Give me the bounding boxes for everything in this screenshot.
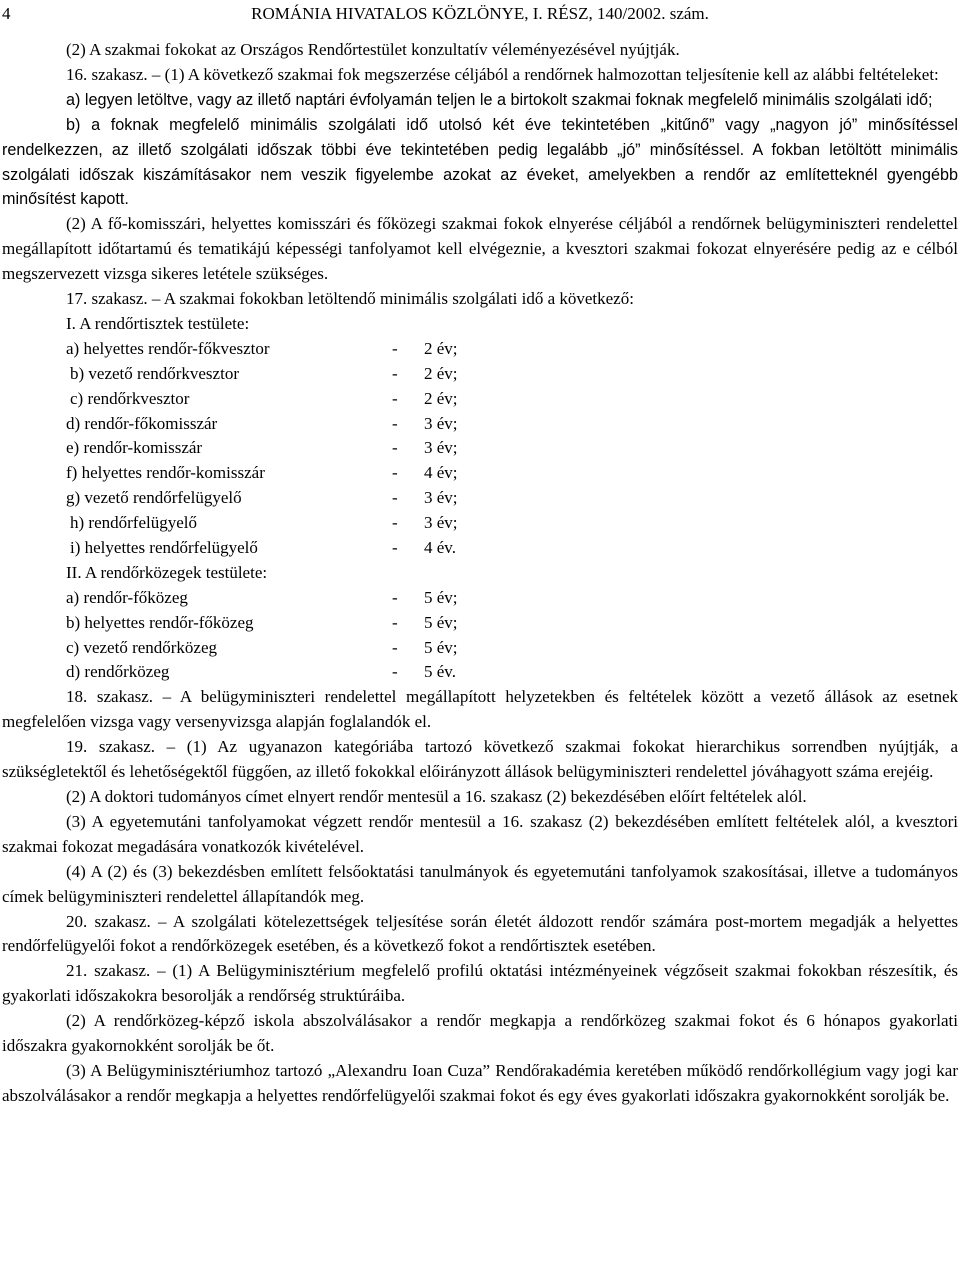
- rank-row: [2, 461, 958, 486]
- rank-dash: -: [392, 637, 398, 657]
- paragraph-16-2-intro: (2) A szakmai fokokat az Országos Rendőrtestület konzultatív véleményezésével nyújtják.: [66, 40, 680, 59]
- rank-duration: 5 év.: [424, 662, 456, 682]
- rank-row: [2, 586, 958, 611]
- section-17-heading: 17. szakasz. – A szakmai fokokban letöltendő minimális szolgálati idő a következő:: [66, 289, 634, 309]
- section-16-item-b: b) a foknak megfelelő minimális szolgálati idő utolsó két éve tekintetében „kitűnő” vagy „nagyon jó” minősítéssel rendelkezzen, az illető szolgálati időszak többi éve tekintetében pedig legalább „jó” minősítéssel. A fokban letöltött minimális szolgálati időszak kiszámításakor nem veszik figyelembe azokat az éveket, amelyekben a rendőr az említetteknél gyengébb minősítést kapott.: [2, 115, 958, 209]
- page-header: [2, 4, 958, 26]
- rank-row: [2, 387, 958, 412]
- rank-dash: -: [392, 662, 398, 682]
- rank-label: e) rendőr-komisszár: [66, 438, 203, 458]
- rank-dash: -: [392, 463, 398, 483]
- section-21-para-3: (3) A Belügyminisztériumhoz tartozó „Alexandru Ioan Cuza” Rendőrakadémia keretében működő rendőrkollégium vagy jogi kar abszolválásakor a rendőr megkapja a helyettes rendőrfelügyelői szakmai fokot és egy éves gyakorlati időszakra gyakornokként sorolják be.: [2, 1060, 958, 1105]
- rank-dash: -: [392, 538, 398, 557]
- rank-duration: 3 év;: [424, 513, 458, 533]
- rank-duration: 5 év;: [424, 637, 458, 657]
- section-16-para-2: (2) A fő-komisszári, helyettes komisszári és főközegi szakmai fokok elnyerése céljából a rendőrnek belügyminiszteri rendelettel megállapított időtartamú és tematikájú képességi tanfolyamot kell elvégeznie, a kvesztori szakmai fokozat elnyerésére pedig az e célból megszervezett vizsga sikeres letétele szükséges.: [2, 214, 958, 284]
- section-16-item-a: a) legyen letöltve, vagy az illető naptári évfolyamán teljen le a birtokolt szakmai foknak megfelelő minimális szolgálati idő;: [66, 90, 933, 109]
- rank-label: b) vezető rendőrkvesztor: [70, 363, 239, 383]
- section-18: 18. szakasz. – A belügyminiszteri rendelettel megállapított helyzetekben és feltételek között a vezető állások az esetnek megfelelően vizsga vagy versenyvizsga alapján foglalandók el.: [2, 687, 958, 732]
- agents-heading: II. A rendőrközegek testülete:: [66, 562, 268, 582]
- rank-duration: 2 év;: [424, 388, 458, 408]
- section-21-para-2: (2) A rendőrközeg-képző iskola abszolválásakor a rendőr megkapja a rendőrközeg szakmai fokot és 6 hónapos gyakorlati időszakra gyakornokként sorolják be őt.: [2, 1011, 958, 1056]
- rank-label: c) vezető rendőrközeg: [66, 637, 218, 657]
- page-number: 4: [2, 4, 11, 23]
- agent-ranks-list: [2, 586, 958, 686]
- rank-label: c) rendőrkvesztor: [70, 388, 190, 408]
- rank-label: a) rendőr-főközeg: [66, 587, 188, 607]
- rank-duration: 4 év.: [424, 538, 456, 557]
- rank-row: [2, 636, 958, 661]
- rank-label: h) rendőrfelügyelő: [70, 513, 197, 533]
- rank-duration: 2 év;: [424, 363, 458, 383]
- rank-duration: 3 év;: [424, 488, 458, 508]
- rank-row: [2, 412, 958, 437]
- section-20: 20. szakasz. – A szolgálati kötelezettségek teljesítése során életét áldozott rendőr számára post-mortem megadják a helyettes rendőrfelügyelői fokot a rendőrközegek esetében, és a következő fokot a rendőrtisztek esetében.: [2, 911, 958, 956]
- rank-duration: 5 év;: [424, 612, 458, 632]
- rank-label: i) helyettes rendőrfelügyelő: [70, 538, 258, 557]
- section-19-para-1: 19. szakasz. – (1) Az ugyanazon kategóriába tartozó következő szakmai fokokat hierarchikus sorrendben nyújtják, a szükségletektől és lehetőségektől függően, az illető fokokkal előirányzott állások belügyminiszteri rendelettel jóváhagyott száma erejéig.: [2, 737, 958, 782]
- rank-row: [2, 536, 958, 561]
- rank-row: [2, 611, 958, 636]
- section-19-para-2: (2) A doktori tudományos címet elnyert rendőr mentesül a 16. szakasz (2) bekezdésében előírt feltételek alól.: [66, 786, 807, 806]
- rank-duration: 3 év;: [424, 413, 458, 433]
- rank-row: [2, 486, 958, 511]
- rank-label: d) rendőr-főkomisszár: [66, 413, 218, 433]
- rank-row: [2, 362, 958, 387]
- rank-label: b) helyettes rendőr-főközeg: [66, 612, 254, 632]
- rank-dash: -: [392, 338, 398, 358]
- rank-label: f) helyettes rendőr-komisszár: [66, 463, 265, 483]
- rank-dash: -: [392, 587, 398, 607]
- document-body: [2, 38, 958, 1109]
- rank-label: a) helyettes rendőr-főkvesztor: [66, 338, 270, 358]
- publication-title: ROMÁNIA HIVATALOS KÖZLÖNYE, I. RÉSZ, 140/2002. szám.: [251, 4, 709, 23]
- rank-dash: -: [392, 513, 398, 533]
- rank-row: [2, 660, 958, 685]
- officers-heading: I. A rendőrtisztek testülete:: [66, 313, 250, 333]
- section-19-para-3: (3) A egyetemutáni tanfolyamokat végzett rendőr mentesül a 16. szakasz (2) bekezdésében említett feltételek alól, a kvesztori szakmai fokozat megadására vonatkozók kivételével.: [2, 811, 958, 856]
- officer-ranks-list: [2, 337, 958, 561]
- rank-duration: 4 év;: [424, 463, 458, 483]
- rank-row: [2, 337, 958, 362]
- rank-label: g) vezető rendőrfelügyelő: [66, 488, 242, 508]
- section-19-para-4: (4) A (2) és (3) bekezdésben említett felsőoktatási tanulmányok és egyetemutáni tanfolyamok szakosításai, illetve a tudományos címek belügyminiszteri rendelettel állapítandók meg.: [2, 861, 958, 906]
- rank-label: d) rendőrközeg: [66, 662, 170, 682]
- rank-row: [2, 436, 958, 461]
- rank-dash: -: [392, 363, 398, 383]
- rank-row: [2, 511, 958, 536]
- rank-duration: 2 év;: [424, 338, 458, 358]
- section-21-para-1: 21. szakasz. – (1) A Belügyminisztérium megfelelő profilú oktatási intézményeinek végzőseit szakmai fokokban részesítik, és gyakorlati időszakokra besorolják a rendőrség struktúráiba.: [2, 961, 958, 1006]
- rank-dash: -: [392, 413, 398, 433]
- rank-dash: -: [392, 388, 398, 408]
- rank-duration: 5 év;: [424, 587, 458, 607]
- rank-dash: -: [392, 438, 398, 458]
- rank-dash: -: [392, 488, 398, 508]
- rank-dash: -: [392, 612, 398, 632]
- rank-duration: 3 év;: [424, 438, 458, 458]
- section-16-para-1: 16. szakasz. – (1) A következő szakmai fok megszerzése céljából a rendőrnek halmozottan teljesítenie kell az alábbi feltételeket:: [66, 64, 939, 84]
